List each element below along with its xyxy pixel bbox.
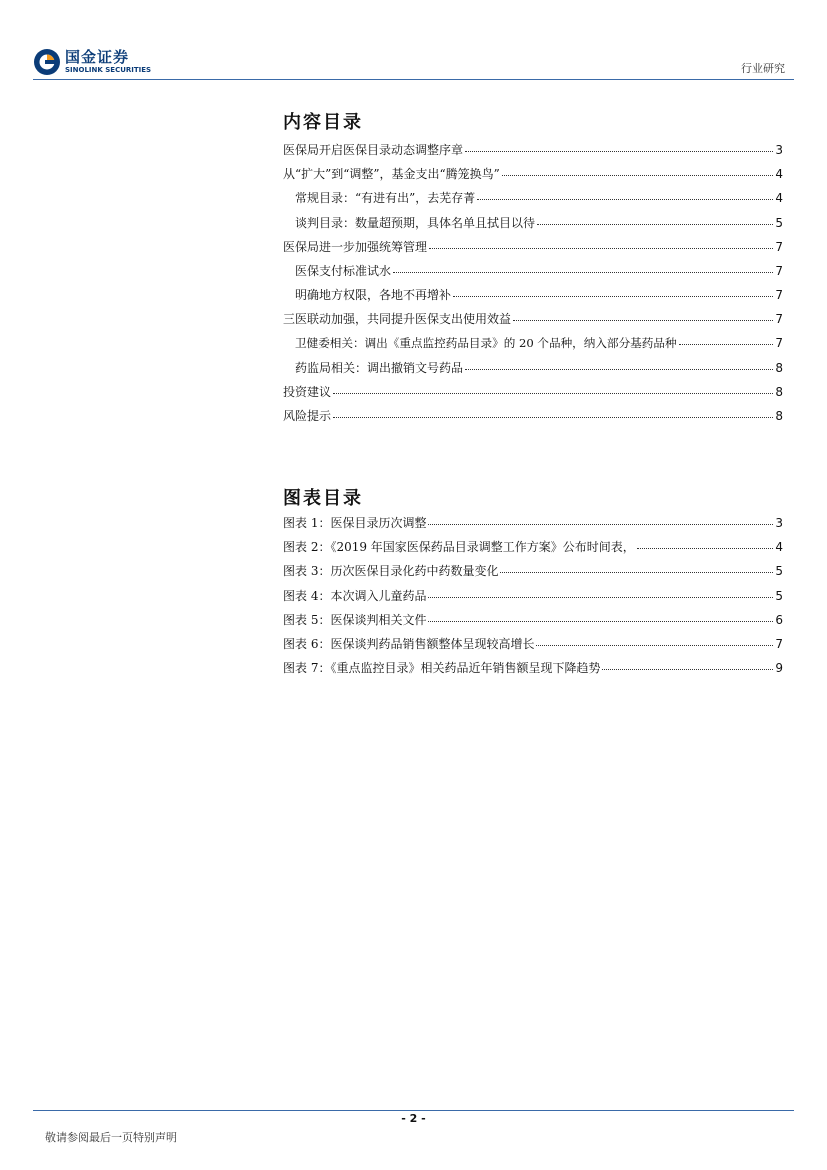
leader-dots	[537, 224, 773, 225]
toc-entry[interactable]	[283, 238, 783, 262]
figure-entry-page: 7	[775, 636, 783, 651]
leader-dots	[333, 393, 773, 394]
figure-entry[interactable]	[283, 562, 783, 586]
report-category-label: 行业研究	[741, 62, 785, 75]
figure-entry[interactable]	[283, 611, 783, 635]
figure-entry-page: 5	[775, 564, 783, 579]
figure-entry[interactable]	[283, 635, 783, 659]
figure-entry-text: 图表 7：《重点监控目录》相关药品近年销售额呈现下降趋势	[283, 661, 601, 676]
leader-dots	[393, 272, 773, 273]
leader-dots	[465, 369, 773, 370]
toc-entry-text: 医保局进一步加强统筹管理	[283, 239, 428, 254]
toc-entry-text: 三医联动加强，共同提升医保支出使用效益	[283, 312, 512, 327]
page-number: - 2 -	[401, 1112, 426, 1125]
toc-entry-text: 医保支付标准试水	[295, 263, 392, 278]
sinolink-logo-icon	[33, 48, 61, 76]
toc-entry-text: 投资建议	[283, 384, 332, 399]
leader-dots	[502, 175, 774, 176]
figure-entry-text: 图表 6：医保谈判药品销售额整体呈现较高增长	[283, 636, 535, 651]
figure-list	[283, 514, 783, 683]
toc-subentry[interactable]	[283, 359, 783, 383]
leader-dots	[453, 296, 773, 297]
toc-entry[interactable]	[283, 141, 783, 165]
figure-entry-text: 图表 5：医保谈判相关文件	[283, 612, 427, 627]
toc-entry-text: 医保局开启医保目录动态调整序章	[283, 143, 464, 157]
toc-entry[interactable]	[283, 310, 783, 334]
leader-dots	[429, 248, 773, 249]
leader-dots	[513, 320, 773, 321]
toc-entry-page: 7	[775, 312, 783, 327]
toc-subentry[interactable]	[283, 335, 783, 359]
figure-list-title: 图表目录	[283, 488, 363, 509]
leader-dots	[428, 621, 773, 622]
header-divider	[33, 79, 794, 80]
figure-entry-page: 5	[775, 588, 783, 603]
toc-entry-page: 8	[775, 360, 783, 375]
toc-entry[interactable]	[283, 407, 783, 431]
leader-dots	[428, 524, 773, 525]
leader-dots	[428, 597, 773, 598]
toc-entry-page: 4	[775, 191, 783, 206]
toc-subentry[interactable]	[283, 286, 783, 310]
figure-entry-text: 图表 3：历次医保目录化药中药数量变化	[283, 564, 499, 579]
leader-dots	[333, 417, 773, 418]
toc-entry-page: 7	[775, 288, 783, 303]
toc-subentry[interactable]	[283, 189, 783, 213]
toc-entry-page: 7	[775, 263, 783, 278]
leader-dots	[500, 572, 773, 573]
leader-dots	[536, 645, 773, 646]
toc-entry-page: 8	[775, 384, 783, 399]
logo-english-name: SINOLINK SECURITIES	[65, 66, 152, 74]
toc-entry-page: 4	[775, 167, 783, 182]
figure-entry-text: 图表 2：《2019 年国家医保药品目录调整工作方案》公布时间表，	[283, 540, 635, 555]
logo-chinese-name: 国金证券	[65, 48, 130, 66]
leader-dots	[637, 548, 774, 549]
figure-entry-text: 图表 1：医保目录历次调整	[283, 516, 427, 530]
figure-entry-page: 9	[775, 661, 783, 676]
leader-dots	[465, 151, 773, 152]
figure-entry-page: 3	[775, 516, 783, 530]
toc-entry-text: 从“扩大”到“调整”，基金支出“腾笼换鸟”	[283, 167, 500, 182]
toc-entry-page: 3	[775, 143, 783, 157]
figure-entry-page: 6	[775, 612, 783, 627]
figure-entry[interactable]	[283, 514, 783, 538]
footer-divider	[33, 1110, 794, 1111]
toc-entry-text: 明确地方权限，各地不再增补	[295, 288, 452, 303]
figure-entry[interactable]	[283, 587, 783, 611]
toc-subentry[interactable]	[283, 214, 783, 238]
toc-entry[interactable]	[283, 383, 783, 407]
toc-entry-page: 7	[775, 335, 783, 350]
toc-entry[interactable]	[283, 165, 783, 189]
disclaimer-note: 敬请参阅最后一页特别声明	[45, 1131, 177, 1144]
toc-entry-text: 卫健委相关：调出《重点监控药品目录》的 20 个品种，纳入部分基药品种	[295, 335, 677, 350]
toc-entry-text: 常规目录：“有进有出”，去芜存菁	[295, 191, 476, 206]
figure-entry-text: 图表 4：本次调入儿童药品	[283, 588, 427, 603]
figure-entry[interactable]	[283, 538, 783, 562]
toc-entry-page: 8	[775, 409, 783, 424]
toc-entry-text: 谈判目录：数量超预期，具体名单且拭目以待	[295, 215, 536, 230]
toc-entry-text: 药监局相关：调出撤销文号药品	[295, 360, 464, 375]
toc-title: 内容目录	[283, 112, 363, 133]
brand-logo	[33, 46, 193, 78]
leader-dots	[602, 669, 773, 670]
toc-entry-page: 5	[775, 215, 783, 230]
toc-subentry[interactable]	[283, 262, 783, 286]
figure-entry[interactable]	[283, 659, 783, 683]
toc-entry-page: 7	[775, 239, 783, 254]
figure-entry-page: 4	[775, 540, 783, 555]
leader-dots	[477, 199, 773, 200]
leader-dots	[679, 344, 774, 345]
toc-entry-text: 风险提示	[283, 409, 332, 424]
toc-list	[283, 141, 783, 431]
